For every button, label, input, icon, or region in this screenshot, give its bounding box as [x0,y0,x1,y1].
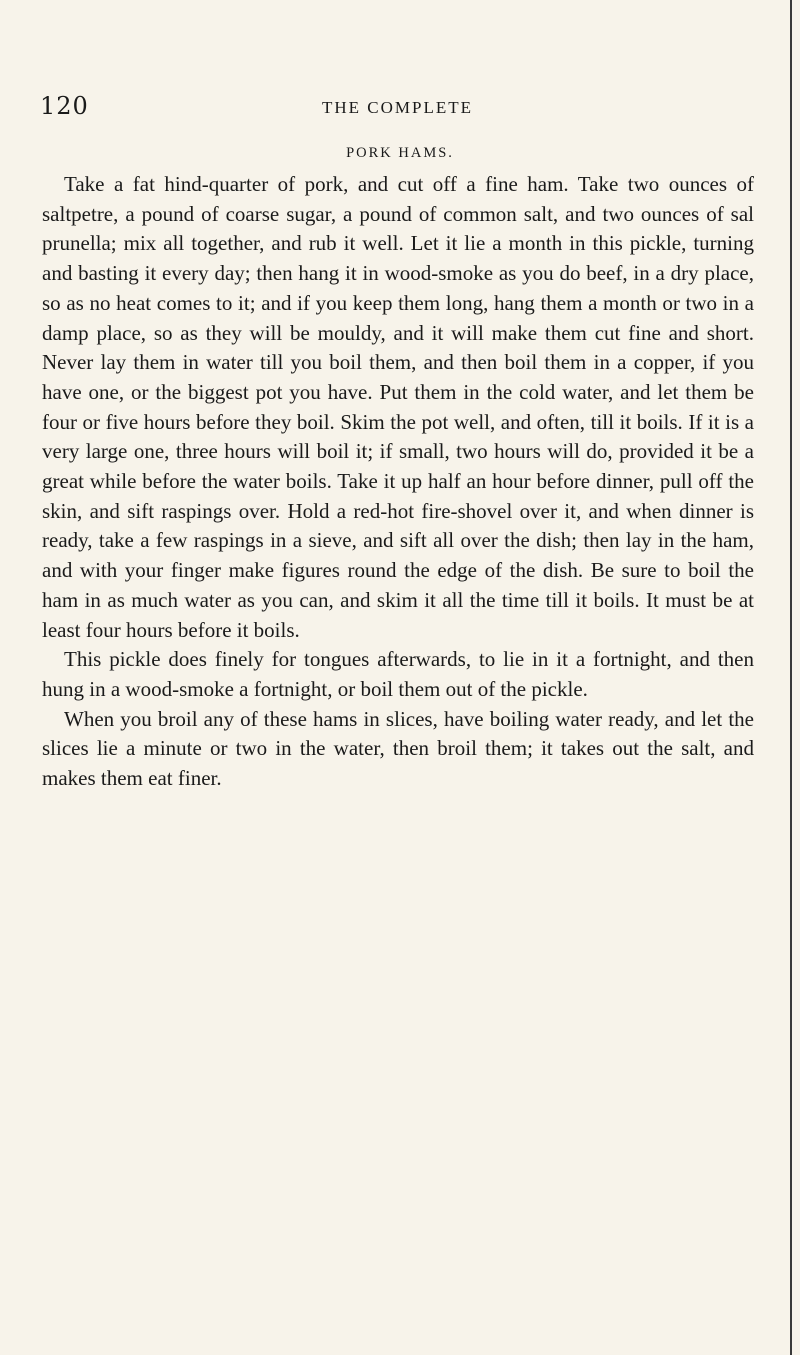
paragraph-3: When you broil any of these hams in slices, have boiling water ready, and let the slices lie a minute or two in the water, then broil them; it takes out the salt, and makes them eat finer. [42,706,754,791]
paragraph-2: This pickle does finely for tongues afterwards, to lie in it a fortnight, and then hung in a wood-smoke a fortnight, or boil them out of the pickle. [42,647,754,701]
section-title: PORK HAMS. [346,145,454,161]
recipe-body [42,170,754,794]
paragraph-1: Take a fat hind-quarter of pork, and cut off a fine ham. Take two ounces of saltpetre, a pound of coarse sugar, a pound of common salt, and two ounces of sal prunella; mix all together, and rub it well. Let it lie a month in this pickle, turning and basting it every day; then hang it in wood-smoke as you do beef, in a dry place, so as no heat comes to it; and if you keep them long, hang them a month or two in a damp place, so as they will be mouldy, and it will make them cut fine and short. Never lay them in water till you boil them, and then boil them in a copper, if you have one, or the biggest pot you have. Put them in the cold water, and let them be four or five hours before they boil. Skim the pot well, and often, till it boils. If it is a very large one, three hours will boil it; if small, two hours will do, provided it be a great while before the water boils. Take it up half an hour before dinner, pull off the skin, and sift raspings over. Hold a red-hot fire-shovel over it, and when dinner is ready, take a few raspings in a sieve, and sift all over the dish; then lay in the ham, and with your finger make figures round the edge of the dish. Be sure to boil the ham in as much water as you can, and skim it all the time till it boils. It must be at least four hours before it boils. [42,172,754,642]
page-edge-rule [790,0,792,1355]
page-header [40,92,760,126]
running-head: THE COMPLETE [322,98,474,117]
page-number: 120 [40,92,89,120]
